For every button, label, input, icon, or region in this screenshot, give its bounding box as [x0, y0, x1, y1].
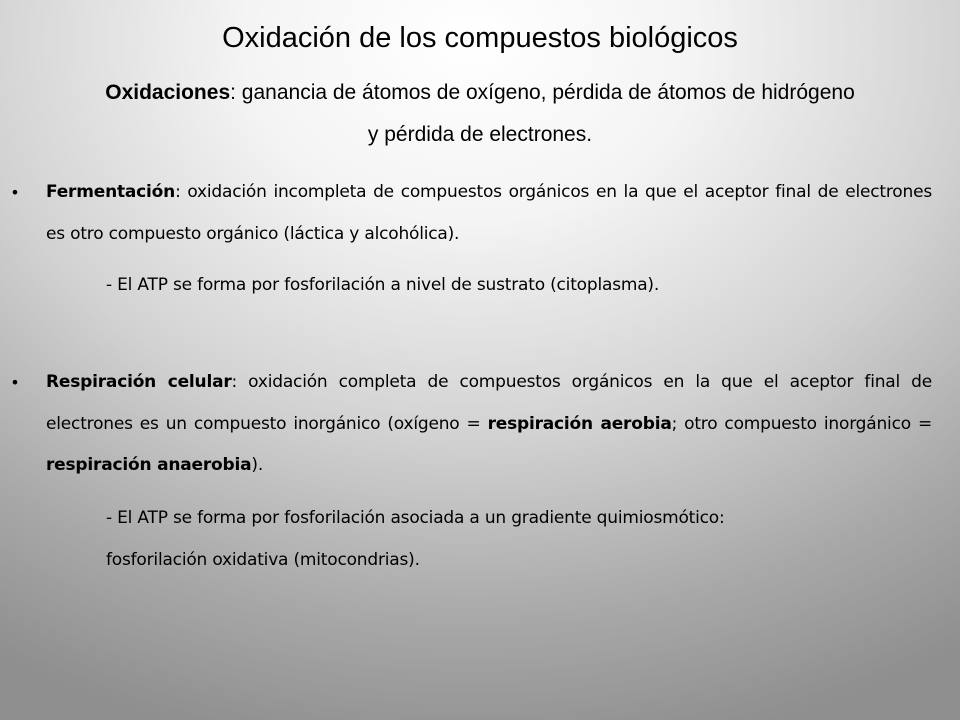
intro-definition — [100, 72, 860, 156]
respiration-text-3: ). — [251, 455, 264, 475]
respiration-paragraph — [46, 362, 932, 487]
slide-title: Oxidación de los compuestos biológicos — [222, 22, 738, 54]
intro-term: Oxidaciones — [105, 81, 231, 104]
intro-text: : ganancia de átomos de oxígeno, pérdida de átomos de hidrógeno y pérdida de electrones. — [230, 81, 855, 146]
bullet-fermentation: • — [10, 183, 20, 202]
respiration-text-2: ; otro compuesto inorgánico = — [671, 413, 932, 434]
respiration-text-1: : oxidación completa de compuestos orgánicos en la que el aceptor final de electrones es un compuesto inorgánico (oxígeno = — [46, 372, 932, 434]
fermentation-paragraph — [46, 172, 932, 255]
bullet-respiration: • — [10, 373, 20, 392]
respiration-note-line-2: fosforilación oxidativa (mitocondrias). — [106, 550, 420, 570]
respiration-term: Respiración celular — [46, 372, 232, 392]
aerobic-term: respiración aerobia — [487, 413, 672, 434]
fermentation-term: Fermentación — [46, 182, 176, 202]
anaerobic-term: respiración anaerobia — [46, 455, 252, 475]
fermentation-text: : oxidación incompleta de compuestos orgánicos en la que el aceptor final de electrones es otro compuesto orgánico (láctica y alcohólica). — [46, 182, 932, 244]
respiration-note-line-1: - El ATP se forma por fosforilación asociada a un gradiente quimiosmótico: — [106, 508, 725, 528]
fermentation-note: - El ATP se forma por fosforilación a nivel de sustrato (citoplasma). — [106, 275, 660, 295]
